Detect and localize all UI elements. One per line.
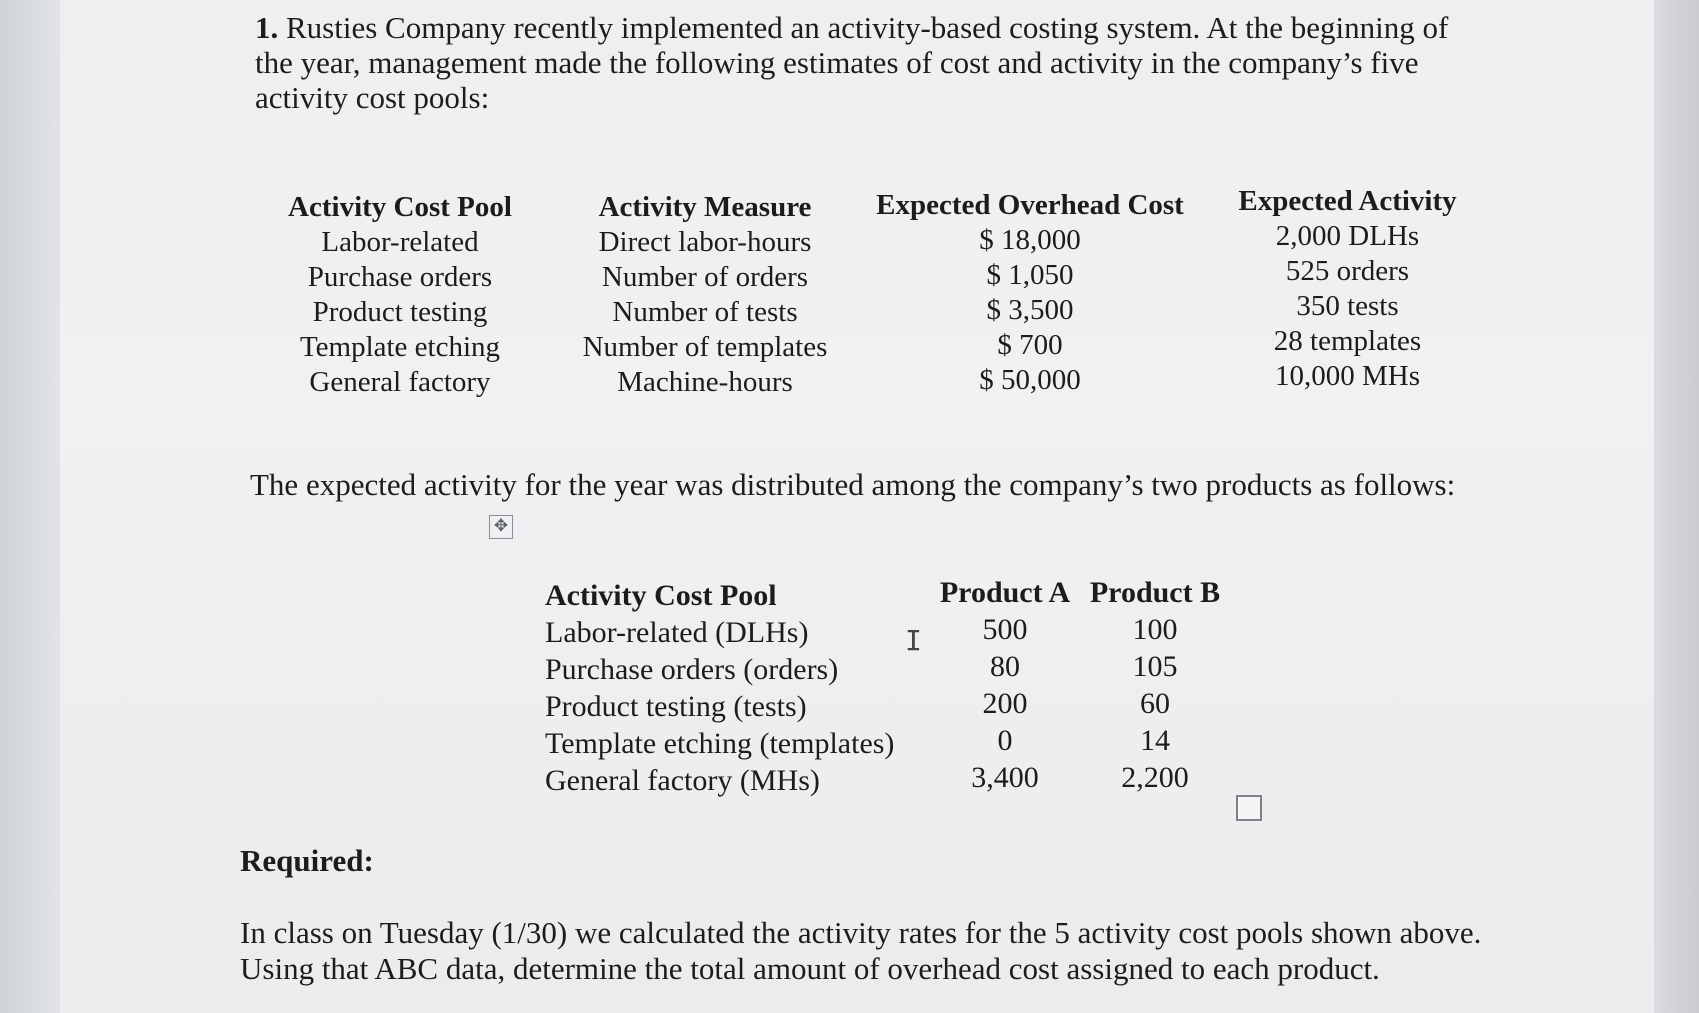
checkbox-icon[interactable] bbox=[1236, 795, 1262, 821]
table-cell: Machine-hours bbox=[617, 366, 793, 398]
table-cell: 2,200 bbox=[1121, 761, 1189, 794]
cost-pool-column bbox=[545, 577, 945, 799]
cost-pool-column bbox=[255, 190, 545, 400]
column-header: Product A bbox=[939, 576, 1071, 609]
product-b-column bbox=[1080, 574, 1230, 796]
table-cell: 80 bbox=[990, 650, 1020, 683]
table-cell: Purchase orders bbox=[307, 261, 493, 293]
table-cell: 525 orders bbox=[1285, 255, 1410, 287]
page-edge bbox=[1654, 0, 1699, 1013]
table-cell: 28 templates bbox=[1273, 325, 1422, 357]
table-cell: Product testing bbox=[312, 296, 488, 328]
table-cell: Number of tests bbox=[612, 296, 798, 328]
distribution-text: The expected activity for the year was distributed among the company’s two products as follows: bbox=[250, 467, 1456, 502]
column-header: Activity Cost Pool bbox=[545, 579, 777, 612]
table-cell: Direct labor-hours bbox=[598, 226, 812, 258]
table-cell: 350 tests bbox=[1296, 290, 1399, 322]
text-cursor-icon: I bbox=[905, 624, 922, 657]
table-cell: Product testing (tests) bbox=[545, 690, 807, 723]
overhead-cost-column bbox=[860, 188, 1200, 398]
problem-intro-text: Rusties Company recently implemented an activity-based costing system. At the beginning of the year, management made the following estimates of cost and activity in the company’s five activity cost pools: bbox=[255, 10, 1449, 115]
table-cell: $ 3,500 bbox=[986, 294, 1074, 326]
table-cell: General factory bbox=[309, 366, 491, 398]
column-header: Expected Overhead Cost bbox=[876, 189, 1184, 221]
table-cell: Labor-related (DLHs) bbox=[545, 616, 809, 649]
table-cell: 10,000 MHs bbox=[1274, 360, 1420, 392]
expected-activity-column bbox=[1215, 184, 1480, 394]
table-cell: Template etching bbox=[299, 331, 501, 363]
table-cell: 60 bbox=[1140, 687, 1170, 720]
table-cell: 500 bbox=[982, 613, 1028, 646]
column-header: Product B bbox=[1089, 576, 1221, 609]
table-cell: 105 bbox=[1132, 650, 1178, 683]
instructions-text: In class on Tuesday (1/30) we calculated the activity rates for the 5 activity cost pools shown above. Using that ABC data, determine the total amount of overhead cost assigned to each product. bbox=[240, 915, 1482, 986]
table-cell: General factory (MHs) bbox=[545, 764, 820, 797]
table-cell: $ 18,000 bbox=[979, 224, 1081, 256]
column-header: Activity Measure bbox=[598, 191, 812, 223]
column-header: Activity Cost Pool bbox=[288, 191, 512, 223]
table-move-icon[interactable]: ✥ bbox=[489, 515, 513, 539]
table-cell: 14 bbox=[1140, 724, 1170, 757]
table-cell: 200 bbox=[982, 687, 1028, 720]
table-cell: Purchase orders (orders) bbox=[545, 653, 839, 686]
table-cell: 100 bbox=[1132, 613, 1178, 646]
product-a-column bbox=[930, 574, 1080, 796]
table-cell: $ 50,000 bbox=[979, 364, 1081, 396]
table-cell: 0 bbox=[997, 724, 1013, 757]
problem-number: 1. bbox=[255, 10, 279, 45]
table-cell: Number of templates bbox=[582, 331, 828, 363]
table-cell: Number of orders bbox=[601, 261, 809, 293]
table-cell: Labor-related bbox=[321, 226, 479, 258]
required-label: Required: bbox=[240, 843, 374, 878]
table-cell: 2,000 DLHs bbox=[1275, 220, 1420, 252]
table-cell: Template etching (templates) bbox=[545, 727, 895, 760]
problem-intro bbox=[255, 10, 1465, 115]
table-cell: $ 1,050 bbox=[986, 259, 1074, 291]
activity-measure-column bbox=[555, 190, 855, 400]
column-header: Expected Activity bbox=[1238, 185, 1457, 217]
table-cell: $ 700 bbox=[997, 329, 1063, 361]
table-cell: 3,400 bbox=[971, 761, 1039, 794]
